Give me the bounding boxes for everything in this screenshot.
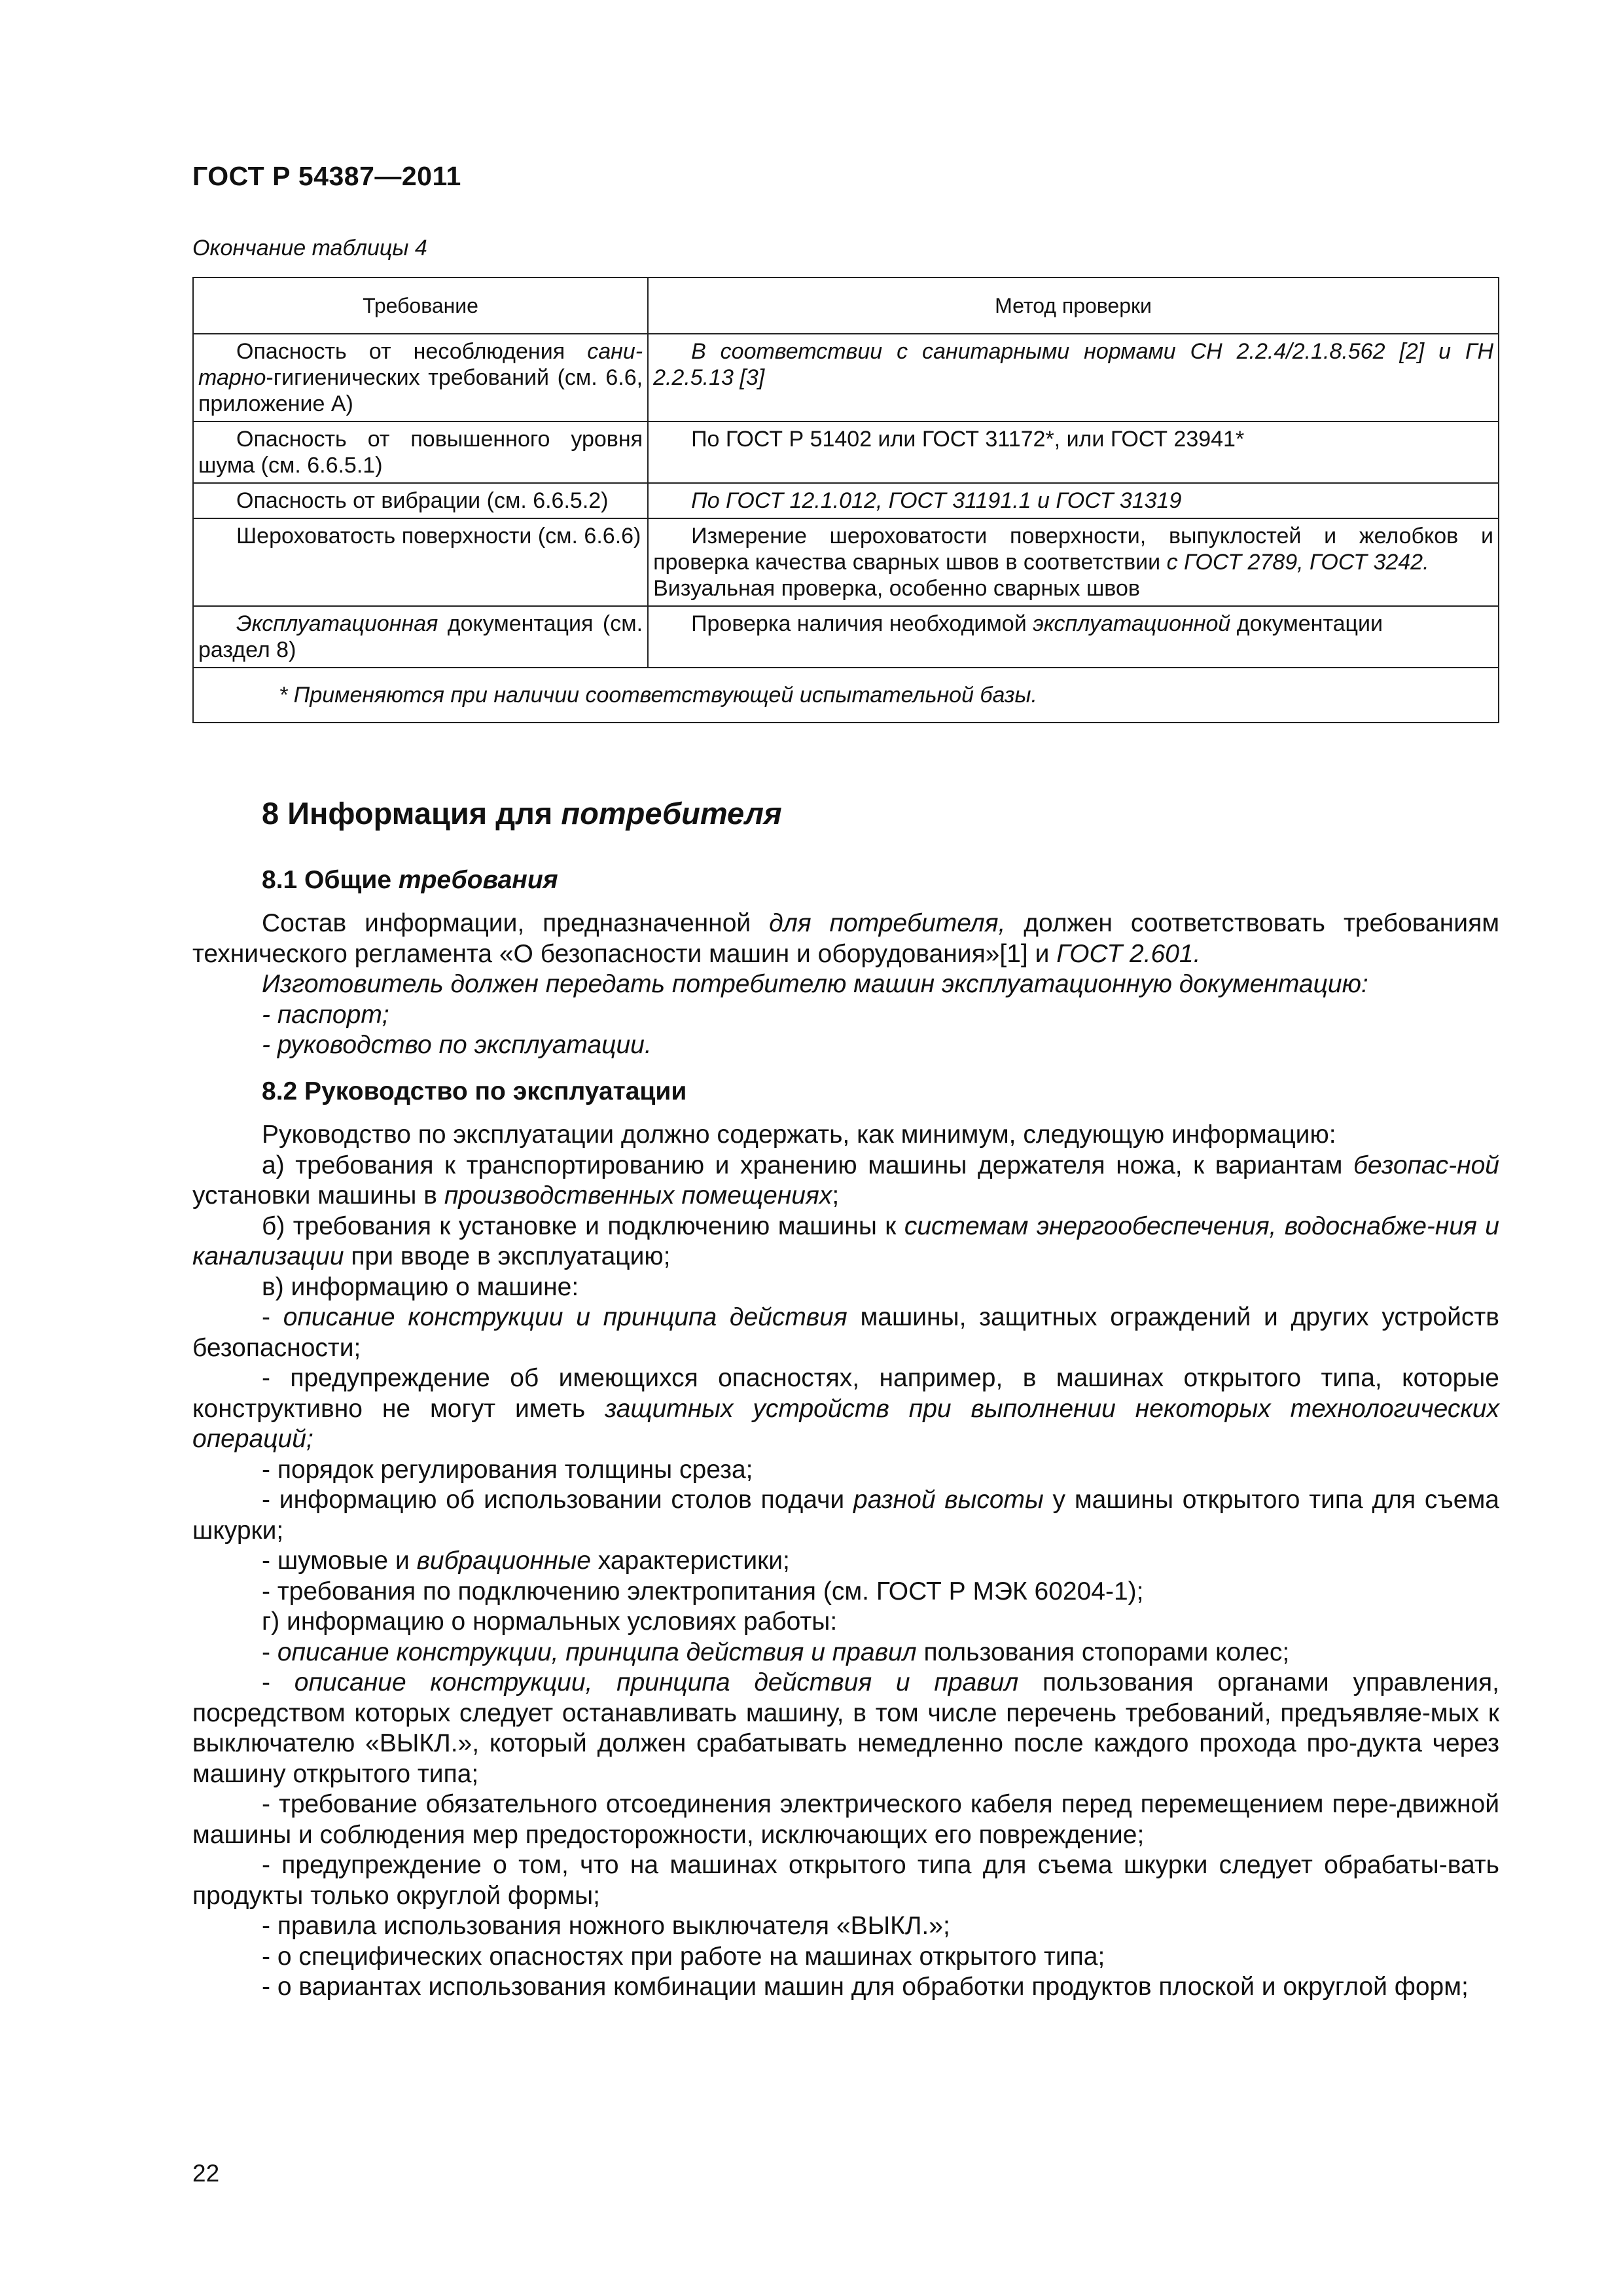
- list-item: - предупреждение об имеющихся опасностях, например, в машинах открытого типа, которые конструктивно не могут иметь защитных устройств при выполнении некоторых технологических операций;: [192, 1364, 1499, 1453]
- table-row: [193, 334, 1499, 422]
- document-id: ГОСТ Р 54387—2011: [192, 161, 461, 191]
- table-header-row: [193, 278, 1499, 334]
- table-footnote-row: [193, 668, 1499, 723]
- list-item: - порядок регулирования толщины среза;: [262, 1455, 753, 1484]
- requirement-cell: Опасность от вибрации (см. 6.6.5.2): [193, 483, 648, 518]
- list-item: - предупреждение о том, что на машинах открытого типа для съема шкурки следует обрабаты-вать продукты только округлой формы;: [192, 1851, 1499, 1910]
- list-item: - требование обязательного отсоединения электрического кабеля перед перемещением пере-движной машины и соблюдения мер предосторожности, исключающих его повреждение;: [192, 1790, 1499, 1849]
- method-cell: В соответствии с санитарными нормами СН 2.2.4/2.1.8.562 [2] и ГН 2.2.5.13 [3]: [648, 334, 1499, 422]
- method-cell: Измерение шероховатости поверхности, выпуклостей и желобков и проверка качества сварных швов в соответствии с ГОСТ 2789, ГОСТ 3242. Визуальная проверка, особенно сварных швов: [648, 518, 1499, 606]
- list-item: - требования по подключению электропитания (см. ГОСТ Р МЭК 60204-1);: [262, 1577, 1144, 1605]
- section-8-1-body: [192, 908, 1499, 1061]
- section-8-2-body: [192, 1120, 1499, 2003]
- list-item: - руководство по эксплуатации.: [262, 1031, 652, 1059]
- paragraph: Изготовитель должен передать потребителю машин эксплуатационную документацию:: [262, 970, 1368, 998]
- table-caption: Окончание таблицы 4: [192, 236, 427, 260]
- section-8-1-title: 8.1 Общие требования: [262, 866, 558, 894]
- list-item: - описание конструкции, принципа действия и правил пользования стопорами колес;: [262, 1638, 1290, 1666]
- list-item: - шумовые и вибрационные характеристики;: [262, 1547, 790, 1575]
- list-item: - описание конструкции, принципа действия и правил пользования органами управления, посредством которых следует останавливать машину, в том числе перечень требований, предъявляе-мых к выключателю «ВЫКЛ.», который должен срабатывать немедленно после каждого прохода про-дукта через машину открытого типа;: [192, 1668, 1499, 1788]
- page-number: 22: [192, 2160, 220, 2187]
- table-footnote: * Применяются при наличии соответствующей испытательной базы.: [193, 668, 1499, 723]
- column-header-requirement: Требование: [193, 278, 648, 334]
- list-item: - описание конструкции и принципа действия машины, защитных ограждений и других устройств безопасности;: [192, 1303, 1499, 1362]
- table-row: [193, 483, 1499, 518]
- paragraph: Руководство по эксплуатации должно содержать, как минимум, следующую информацию:: [262, 1121, 1336, 1149]
- paragraph: Состав информации, предназначенной для потребителя, должен соответствовать требованиям технического регламента «О безопасности машин и оборудования»[1] и ГОСТ 2.601.: [192, 909, 1500, 968]
- list-item: - правила использования ножного выключателя «ВЫКЛ.»;: [262, 1912, 950, 1940]
- section-8-title: 8 Информация для потребителя: [262, 796, 782, 831]
- requirement-cell: Шероховатость поверхности (см. 6.6.6): [193, 518, 648, 606]
- list-item: г) информацию о нормальных условиях работы:: [262, 1607, 838, 1636]
- requirements-table: [192, 277, 1499, 723]
- table-row: [193, 606, 1499, 668]
- list-item: - о вариантах использования комбинации машин для обработки продуктов плоской и округлой форм;: [262, 1973, 1469, 2001]
- method-cell: По ГОСТ 12.1.012, ГОСТ 31191.1 и ГОСТ 31319: [648, 483, 1499, 518]
- requirement-cell: Эксплуатационная документация (см. раздел 8): [193, 606, 648, 668]
- method-cell: По ГОСТ Р 51402 или ГОСТ 31172*, или ГОСТ 23941*: [648, 422, 1499, 483]
- table-row: [193, 518, 1499, 606]
- requirement-cell: Опасность от несоблюдения сани-тарно-гигиенических требований (см. 6.6, приложение А): [193, 334, 648, 422]
- section-8-2-title: 8.2 Руководство по эксплуатации: [262, 1077, 687, 1105]
- list-item: а) требования к транспортированию и хранению машины держателя ножа, к вариантам безопас-ной установки машины в производственных помещениях;: [192, 1151, 1499, 1210]
- list-item: - паспорт;: [262, 1000, 389, 1029]
- method-cell: Проверка наличия необходимой эксплуатационной документации: [648, 606, 1499, 668]
- list-item: в) информацию о машине:: [262, 1272, 579, 1301]
- column-header-method: Метод проверки: [648, 278, 1499, 334]
- requirement-cell: Опасность от повышенного уровня шума (см. 6.6.5.1): [193, 422, 648, 483]
- table-row: [193, 422, 1499, 483]
- list-item: - информацию об использовании столов подачи разной высоты у машины открытого типа для съема шкурки;: [192, 1486, 1499, 1545]
- list-item: б) требования к установке и подключению машины к системам энергообеспечения, водоснабже-ния и канализации при вводе в эксплуатацию;: [192, 1211, 1499, 1270]
- list-item: - о специфических опасностях при работе на машинах открытого типа;: [262, 1942, 1105, 1971]
